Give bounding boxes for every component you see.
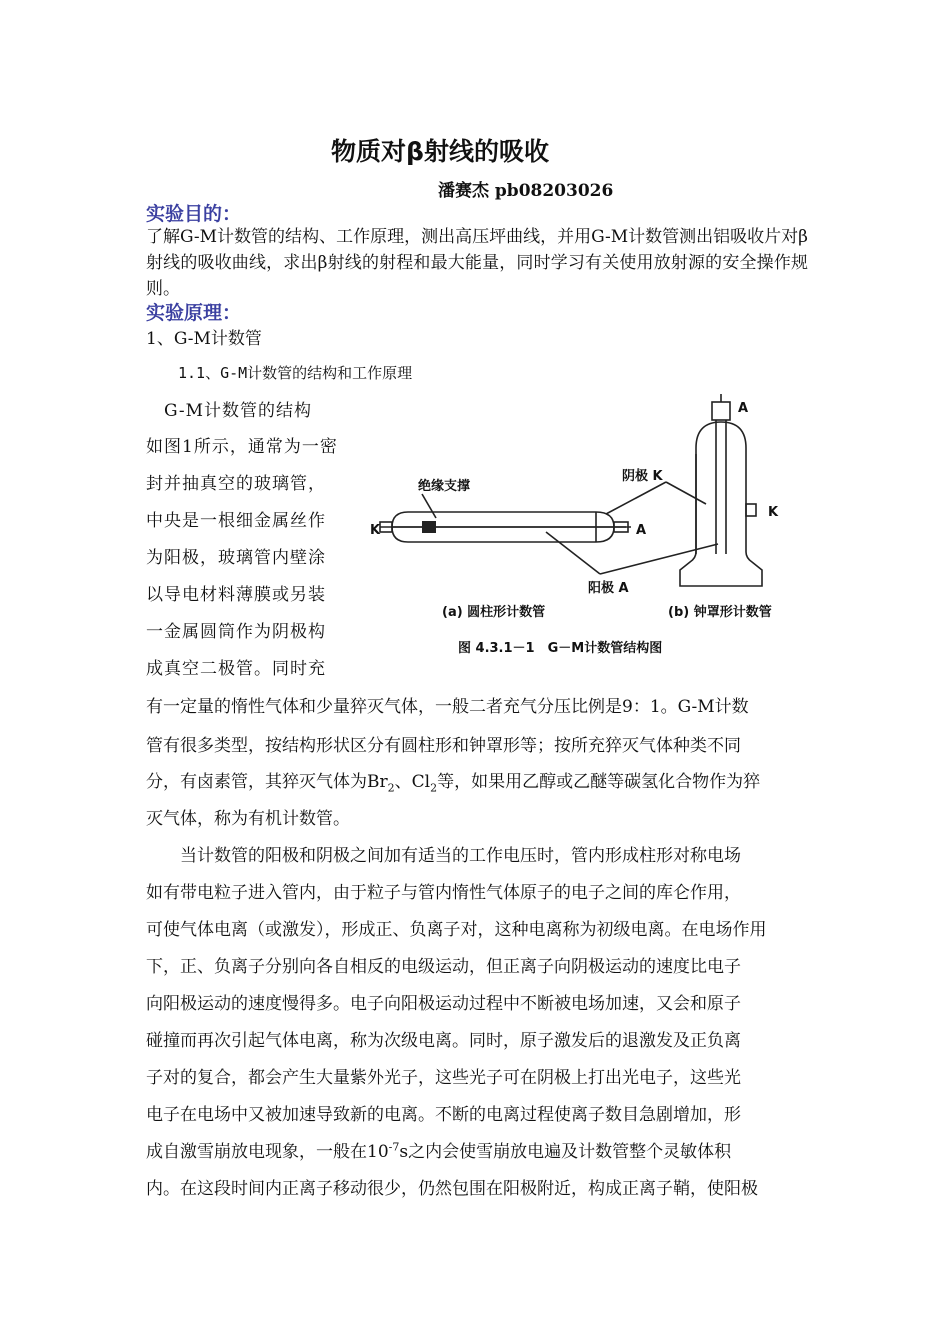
purpose-text: 了解G-M计数管的结构、工作原理，测出高压坪曲线，并用G-M计数管测出铝吸收片对β射线的吸收曲线，求出β射线的射程和最大能量，同时学习有关使用放射源的安全操作规则。 (146, 227, 808, 299)
wrapped-line: 以导电材料薄膜或另装 (146, 585, 326, 605)
label-a-mid: A (636, 523, 647, 538)
para1-line: 分，有卤素管，其猝灭气体为$Br_2$、$Cl_2$等，如果用乙醇或乙醚等碳氢化合物作为猝 (146, 772, 761, 795)
para2-line: 子对的复合，都会产生大量紫外光子，这些光子可在阴极上打出光电子，这些光 (146, 1068, 741, 1088)
wrapped-line: 如图1所示，通常为一密 (146, 437, 338, 457)
para1-line: 管有很多类型，按结构形状区分有圆柱形和钟罩形等；按所充猝灭气体种类不同 (146, 736, 741, 756)
label-k-right: K (768, 505, 779, 520)
label-k-left: K (370, 523, 381, 538)
figure-caption: 图 4.3.1－1 G－M计数管结构图 (458, 641, 663, 656)
label-anode: 阳极 A (588, 581, 629, 596)
wrapped-line: G-M计数管的结构 (146, 401, 313, 421)
wrapped-line: 成真空二极管。同时充 (146, 659, 326, 679)
gm-counter-figure (366, 394, 786, 662)
subsection-heading-1: 1、G-M计数管 (146, 329, 262, 349)
wrapped-line: 为阳极，玻璃管内壁涂 (146, 548, 326, 568)
para2-line: 当计数管的阳极和阴极之间加有适当的工作电压时，管内形成柱形对称电场 (146, 846, 741, 866)
label-a-top: A (738, 401, 749, 416)
para2-line: 下，正、负离子分别向各自相反的电级运动，但正离子向阴极运动的速度比电子 (146, 957, 741, 977)
label-cathode: 阴极 K (622, 469, 663, 484)
para1-line: 有一定量的惰性气体和少量猝灭气体，一般二者充气分压比例是9：1。G-M计数 (146, 697, 749, 717)
para2-line: 可使气体电离（或激发），形成正、负离子对，这种电离称为初级电离。在电场作用 (146, 920, 767, 940)
para2-line: 向阳极运动的速度慢得多。电子向阳极运动过程中不断被电场加速，又会和原子 (146, 994, 741, 1014)
purpose-heading: 实验目的： (146, 203, 242, 225)
para1-line: 灭气体，称为有机计数管。 (146, 809, 350, 829)
caption-b: (b) 钟罩形计数管 (668, 605, 772, 620)
para2-line: 成自激雪崩放电现象，一般在$10^{-7}s$之内会使雪崩放电遍及计数管整个灵敏体积 (146, 1140, 732, 1162)
subsection-heading-1-1: 1.1、G-M计数管的结构和工作原理 (178, 364, 413, 382)
wrapped-line: 一金属圆筒作为阴极构 (146, 622, 326, 642)
wrapped-line: 封并抽真空的玻璃管， (146, 474, 326, 494)
para2-line: 内。在这段时间内正离子移动很少，仍然包围在阳极附近，构成正离子鞘，使阳极 (146, 1179, 758, 1199)
para2-line: 碰撞而再次引起气体电离，称为次级电离。同时，原子激发后的退激发及正负离 (146, 1031, 741, 1051)
author-line: 潘赛杰 pb08203026 (438, 181, 614, 201)
label-insulator: 绝缘支撑 (418, 479, 471, 494)
principle-heading: 实验原理： (146, 302, 242, 324)
wrapped-line: 中央是一根细金属丝作 (146, 511, 326, 531)
caption-a: (a) 圆柱形计数管 (442, 605, 546, 620)
para2-line: 电子在电场中又被加速导致新的电离。不断的电离过程使离子数目急剧增加，形 (146, 1105, 741, 1125)
para2-line: 如有带电粒子进入管内，由于粒子与管内惰性气体原子的电子之间的库仑作用， (146, 883, 741, 903)
page-title: 物质对β射线的吸收 (331, 137, 549, 166)
